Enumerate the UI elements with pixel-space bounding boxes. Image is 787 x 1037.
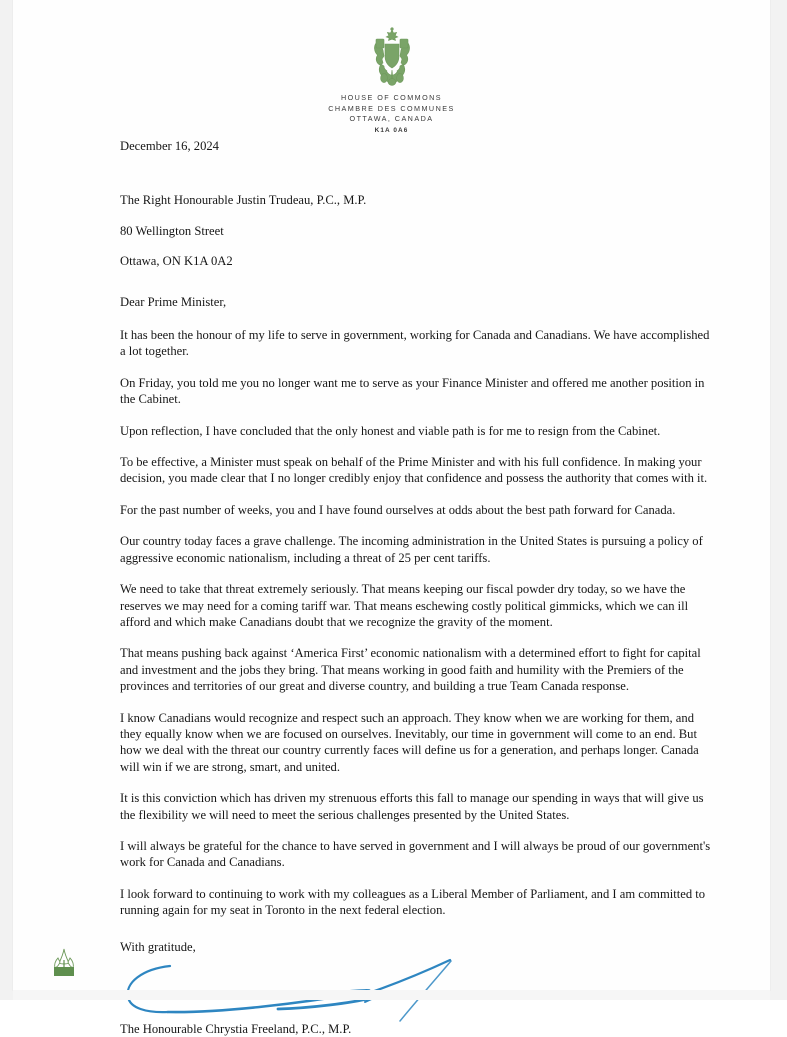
letterhead-text: [13, 93, 770, 136]
letter-paragraph: To be effective, a Minister must speak on behalf of the Prime Minister and with his full confidence. In making your decision, you made clear that I no longer credibly enjoy that confidence and possess the authority that comes with it.: [120, 455, 708, 486]
recipient-street: 80 Wellington Street: [120, 223, 224, 238]
letter-paragraph: Upon reflection, I have concluded that the only honest and viable path is for me to resign from the Cabinet.: [120, 423, 661, 438]
letter-page: [13, 0, 770, 1036]
page-bottom-edge: [13, 990, 770, 1000]
letter-paragraph: For the past number of weeks, you and I have found ourselves at odds about the best path forward for Canada.: [120, 502, 676, 517]
letterhead-line-fr: CHAMBRE DES COMMUNES: [328, 103, 455, 113]
letter-paragraph: Our country today faces a grave challenge. The incoming administration in the United States is pursuing a policy of aggressive economic nationalism, including a threat of 25 per cent tariffs.: [120, 534, 703, 565]
letter-paragraph: I will always be grateful for the chance to have served in government and I will always be proud of our government's work for Canada and Canadians.: [120, 838, 711, 870]
signer-name: The Honourable Chrystia Freeland, P.C., M.P.: [120, 1022, 352, 1036]
closing-salutation: With gratitude,: [120, 939, 196, 954]
letter-paragraph: We need to take that threat extremely seriously. That means keeping our fiscal powder dry today, so we have the reserves we may need for a coming tariff war. That means eschewing costly political gimmicks, which we can ill afford and which make Canadians doubt that we recognize the gravity of the moment.: [120, 582, 689, 629]
letter-date: December 16, 2024: [120, 139, 219, 153]
recipient-address-block: [120, 192, 718, 269]
letterhead-line-city: OTTAWA, CANADA: [349, 114, 434, 123]
letter-paragraph: I know Canadians would recognize and respect such an approach. They know when we are working for them, and they equally know when we are focused on ourselves. Inevitably, our time in government will come to an end. But how we deal with the threat our country currently faces will define us for a generation, and perhaps longer. Canada will win if we are strong, smart, and united.: [120, 710, 699, 774]
letterhead-line-en: HOUSE OF COMMONS: [340, 93, 443, 102]
salutation: Dear Prime Minister,: [120, 294, 227, 309]
letter-paragraph: I look forward to continuing to work with my colleagues as a Liberal Member of Parliament, and I am committed to running again for my seat in Toronto in the next federal election.: [120, 886, 706, 918]
letter-body: [120, 138, 718, 1037]
letter-paragraph: It is this conviction which has driven my strenuous efforts this fall to manage our spending in ways that will give us the flexibility we will need to meet the serious challenges presented by the United States.: [120, 791, 704, 822]
letter-paragraph: It has been the honour of my life to serve in government, working for Canada and Canadians. We have accomplished a lot together.: [120, 328, 710, 359]
letter-paragraphs: [120, 327, 718, 919]
signature-area: [120, 957, 718, 1019]
letter-paragraph: That means pushing back against ‘America First’ economic nationalism with a determined effort to fight for capital and investment and the jobs they bring. That means working in good faith and humility with the Premiers of the provinces and territories of our great and diverse country, and building a true Team Canada response.: [120, 646, 701, 694]
canada-coat-of-arms-icon: [361, 26, 423, 88]
recipient-city: Ottawa, ON K1A 0A2: [120, 254, 233, 269]
page-gutter-right: [770, 0, 787, 1000]
letterhead: [13, 26, 770, 136]
letterhead-postal-code: K1A 0A6: [374, 126, 409, 134]
letter-paragraph: On Friday, you told me you no longer want me to serve as your Finance Minister and offered me another position in the Cabinet.: [120, 375, 705, 407]
recipient-name: The Right Honourable Justin Trudeau, P.C., M.P.: [120, 193, 367, 208]
green-fleur-emblem-icon: [51, 948, 77, 978]
page-gutter-left: [0, 0, 13, 1000]
